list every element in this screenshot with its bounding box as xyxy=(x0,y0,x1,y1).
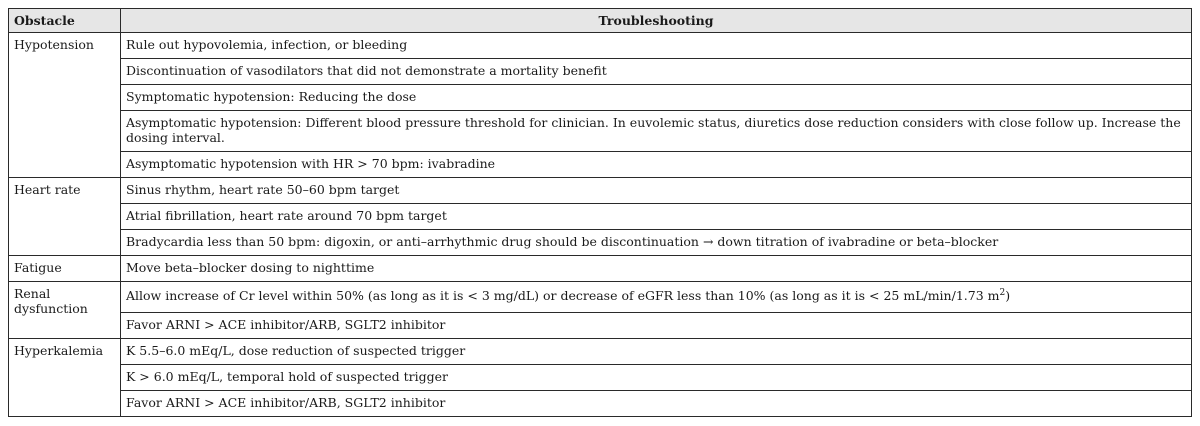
troubleshooting-cell: Atrial fibrillation, heart rate around 70 bpm target xyxy=(121,204,1192,230)
troubleshooting-cell: Rule out hypovolemia, infection, or bleeding xyxy=(121,33,1192,59)
troubleshooting-cell: Discontinuation of vasodilators that did not demonstrate a mortality benefit xyxy=(121,59,1192,85)
troubleshooting-cell: Favor ARNI > ACE inhibitor/ARB, SGLT2 inhibitor xyxy=(121,313,1192,339)
troubleshooting-table xyxy=(8,8,1192,417)
table-row xyxy=(9,59,1192,85)
troubleshooting-cell: Asymptomatic hypotension with HR > 70 bpm: ivabradine xyxy=(121,152,1192,178)
table-row xyxy=(9,178,1192,204)
table-row xyxy=(9,365,1192,391)
table-row xyxy=(9,313,1192,339)
obstacle-cell-fatigue: Fatigue xyxy=(9,256,121,282)
obstacle-cell-hypotension: Hypotension xyxy=(9,33,121,178)
troubleshooting-cell: K 5.5–6.0 mEq/L, dose reduction of suspected trigger xyxy=(121,339,1192,365)
troubleshooting-cell: K > 6.0 mEq/L, temporal hold of suspected trigger xyxy=(121,365,1192,391)
table-row xyxy=(9,111,1192,152)
troubleshooting-cell: Bradycardia less than 50 bpm: digoxin, or anti–arrhythmic drug should be discontinuation → down titration of ivabradine or beta–blocker xyxy=(121,230,1192,256)
table-row xyxy=(9,339,1192,365)
troubleshooting-cell: Sinus rhythm, heart rate 50–60 bpm target xyxy=(121,178,1192,204)
table-row xyxy=(9,230,1192,256)
troubleshooting-cell: Symptomatic hypotension: Reducing the dose xyxy=(121,85,1192,111)
table-row xyxy=(9,391,1192,417)
obstacle-cell-renal-dysfunction: Renal dysfunction xyxy=(9,282,121,339)
table-row xyxy=(9,282,1192,313)
troubleshooting-cell xyxy=(121,282,1192,313)
table-row xyxy=(9,152,1192,178)
troubleshooting-cell: Move beta–blocker dosing to nighttime xyxy=(121,256,1192,282)
header-row xyxy=(9,9,1192,33)
troubleshooting-cell: Favor ARNI > ACE inhibitor/ARB, SGLT2 inhibitor xyxy=(121,391,1192,417)
table-row xyxy=(9,256,1192,282)
cell-text: Allow increase of Cr level within 50% (as long as it is < 3 mg/dL) or decrease of eGFR less than 10% (as long as it is < 25 mL/min/1.73 m xyxy=(126,288,1000,303)
cell-text-suffix: ) xyxy=(1005,288,1011,303)
table-row xyxy=(9,204,1192,230)
obstacle-cell-heart-rate: Heart rate xyxy=(9,178,121,256)
obstacle-column-header: Obstacle xyxy=(9,9,121,33)
superscript: 2 xyxy=(999,287,1006,298)
obstacle-cell-hyperkalemia: Hyperkalemia xyxy=(9,339,121,417)
table-row xyxy=(9,85,1192,111)
table-row xyxy=(9,33,1192,59)
troubleshooting-cell: Asymptomatic hypotension: Different blood pressure threshold for clinician. In euvolemic status, diuretics dose reduction considers with close follow up. Increase the dosing interval. xyxy=(121,111,1192,152)
troubleshooting-column-header: Troubleshooting xyxy=(121,9,1192,33)
